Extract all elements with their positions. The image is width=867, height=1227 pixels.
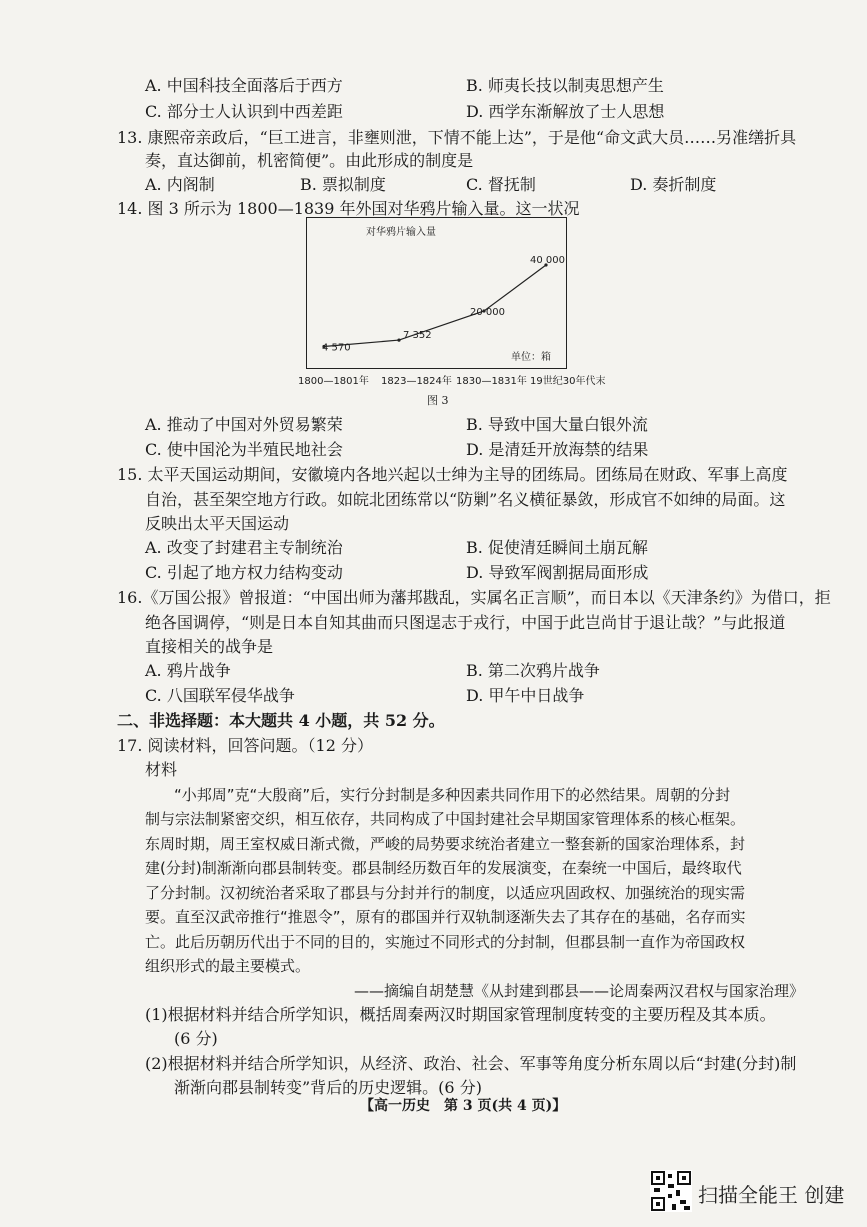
chart-title: 对华鸦片输入量: [366, 227, 436, 238]
material-line: 亡。此后历朝历代出于不同的目的，实施过不同形式的分封制，但郡县制一直作为帝国政权: [145, 933, 746, 951]
q15-option-a: A. 改变了封建君主专制统治: [145, 538, 343, 557]
q17-stem: 17. 阅读材料，回答问题。（12 分）: [117, 736, 373, 755]
q17-sub2-line1: (2)根据材料并结合所学知识，从经济、政治、社会、军事等角度分析东周以后“封建(分封)制: [145, 1054, 797, 1073]
q13-stem-line1: 13. 康熙帝亲政后，“巨工进言，非壅则泄，下情不能上达”，于是他“命文武大员……另准缮折具: [117, 128, 797, 147]
q13-option-a: A. 内阁制: [145, 175, 215, 194]
material-line: 了分封制。汉初统治者采取了郡县与分封并行的制度，以适应巩固政权、加强统治的现实需: [145, 884, 746, 902]
material-line: “小邦周”克“大殷商”后，实行分封制是多种因素共同作用下的必然结果。周朝的分封: [174, 786, 731, 804]
q16-stem-line3: 直接相关的战争是: [145, 637, 274, 656]
q15-stem-line2: 自治，甚至架空地方行政。如皖北团练常以“防剿”名义横征暴敛，形成官不如绅的局面。这: [145, 490, 786, 509]
q17-sub1-line2: (6 分): [174, 1029, 218, 1048]
q17-sub2-line2: 渐渐向郡县制转变”背后的历史逻辑。(6 分): [174, 1078, 482, 1097]
q13-option-c: C. 督抚制: [466, 175, 536, 194]
q14-stem: 14. 图 3 所示为 1800—1839 年外国对华鸦片输入量。这一状况: [117, 199, 580, 218]
q15-option-b: B. 促使清廷瞬间土崩瓦解: [466, 538, 648, 557]
q14-option-b: B. 导致中国大量白银外流: [466, 415, 648, 434]
q16-option-c: C. 八国联军侵华战争: [145, 686, 295, 705]
q15-option-d: D. 导致军阀割据局面形成: [466, 563, 649, 582]
q15-stem-line1: 15. 太平天国运动期间，安徽境内各地兴起以士绅为主导的团练局。团练局在财政、军事上高度: [117, 465, 788, 484]
q16-option-a: A. 鸦片战争: [145, 661, 231, 680]
q17-material-label: 材料: [145, 760, 178, 779]
q16-stem-line1: 16.《万国公报》曾报道：“中国出师为藩邦戡乱，实属名正言顺”，而日本以《天津条约》为借口，拒: [117, 588, 831, 607]
material-line: 建(分封)制渐渐向郡县制转变。郡县制经历数百年的发展演变，在秦统一中国后，最终取代: [145, 859, 742, 877]
page-footer: 【高一历史 第 3 页(共 4 页)】: [360, 1098, 567, 1114]
q14-option-c: C. 使中国沦为半殖民地社会: [145, 440, 343, 459]
data-label: 7 352: [403, 330, 432, 342]
chart-svg: [306, 217, 567, 369]
q16-option-d: D. 甲午中日战争: [466, 686, 585, 705]
data-label: 40 000: [530, 255, 565, 266]
q13-stem-line2: 奏，直达御前，机密简便”。由此形成的制度是: [145, 151, 474, 170]
q12-option-a: A. 中国科技全面落后于西方: [145, 76, 343, 95]
q13-option-b: B. 票拟制度: [300, 175, 386, 194]
opium-series-line: [324, 265, 546, 346]
q14-option-d: D. 是清廷开放海禁的结果: [466, 440, 649, 459]
material-line: 组织形式的最主要模式。: [145, 957, 311, 975]
material-line: 要。直至汉武帝推行“推恩令”，原有的郡国并行双轨制逐渐失去了其存在的基础，名存而实: [145, 908, 746, 926]
chart-unit-label: 单位：箱: [511, 352, 551, 363]
qr-code-icon: [650, 1170, 692, 1212]
material-source: ——摘编自胡楚慧《从封建到郡县——论周秦两汉君权与国家治理》: [354, 982, 805, 1000]
q12-option-d: D. 西学东渐解放了士人思想: [466, 102, 665, 121]
material-line: 东周时期，周王室权威日渐式微，严峻的局势要求统治者建立一整套新的国家治理体系，封: [145, 835, 746, 853]
q12-option-c: C. 部分士人认识到中西差距: [145, 102, 343, 121]
x-tick-label: 1800—1801年: [298, 376, 369, 387]
q16-stem-line2: 绝各国调停，“则是日本自知其曲而只图逞志于戎行，中国于此岂尚甘于退让哉？”与此报道: [145, 613, 786, 632]
data-label: 20 000: [470, 307, 505, 318]
x-tick-label: 1830—1831年: [456, 376, 527, 387]
q13-option-d: D. 奏折制度: [630, 175, 717, 194]
q14-option-a: A. 推动了中国对外贸易繁荣: [145, 415, 343, 434]
material-line: 制与宗法制紧密交织，相互依存，共同构成了中国封建社会早期国家管理体系的核心框架。: [145, 810, 746, 828]
opium-import-chart: [306, 217, 567, 369]
q12-option-b: B. 师夷长技以制夷思想产生: [466, 76, 664, 95]
figure-label: 图 3: [427, 394, 449, 407]
q15-option-c: C. 引起了地方权力结构变动: [145, 563, 343, 582]
section-2-heading: 二、非选择题：本大题共 4 小题，共 52 分。: [117, 711, 445, 730]
x-tick-label: 1823—1824年: [381, 376, 452, 387]
q15-stem-line3: 反映出太平天国运动: [145, 514, 290, 533]
q16-option-b: B. 第二次鸦片战争: [466, 661, 600, 680]
scan-watermark: 扫描全能王 创建: [698, 1183, 845, 1207]
data-label: 4 570: [322, 342, 351, 354]
data-point: [397, 338, 400, 341]
q17-sub1-line1: (1)根据材料并结合所学知识，概括周秦两汉时期国家管理制度转变的主要历程及其本质。: [145, 1005, 776, 1024]
x-tick-label: 19世纪30年代末: [530, 376, 606, 387]
